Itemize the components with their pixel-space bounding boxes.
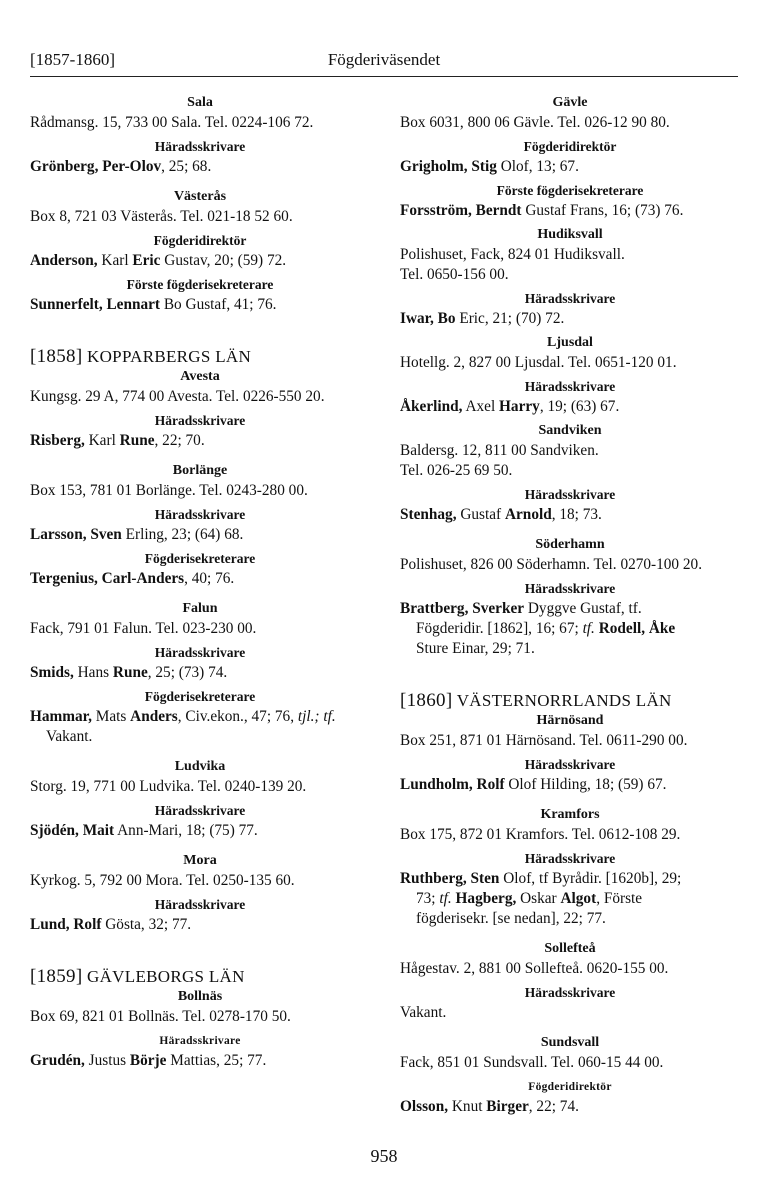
person-entry: [400, 869, 740, 889]
vacant-entry: Vakant.: [400, 1004, 447, 1021]
role-heading: Häradsskrivare: [154, 507, 246, 522]
role-heading: Häradsskrivare: [154, 803, 246, 818]
address: Baldersg. 12, 811 00 Sandviken.: [400, 442, 599, 459]
person-entry-continued: Sture Einar, 29; 71.: [416, 640, 535, 657]
section-solleftea: [400, 939, 740, 1023]
person-entry: [400, 201, 740, 221]
role-heading: Häradsskrivare: [524, 581, 616, 596]
person-details: 73;: [416, 890, 440, 907]
person-entry: [400, 397, 740, 417]
section-falun: [30, 599, 370, 747]
address: Rådmansg. 15, 733 00 Sala. Tel. 0224-106 72.: [30, 114, 314, 131]
person-callname: Arnold: [504, 506, 552, 523]
place-heading: Hudiksvall: [537, 227, 603, 242]
address: Polishuset, Fack, 824 01 Hudiksvall.: [400, 246, 625, 263]
person-note: tf.: [582, 620, 595, 637]
person-callname: Eric: [132, 252, 161, 269]
section-mora: [30, 851, 370, 935]
county-heading-1858: [30, 347, 370, 367]
place-heading: Gävle: [552, 95, 588, 110]
person-name: Brattberg, Sverker: [400, 600, 525, 617]
place-heading: Sala: [187, 95, 213, 110]
county-number: [1860]: [400, 690, 453, 711]
person-given: Knut: [448, 1098, 487, 1115]
person-details: Gustav, 20; (59) 72.: [160, 252, 287, 269]
person-details: Gustaf Frans, 16; (73) 76.: [521, 202, 684, 219]
person-surname: Stenhag,: [400, 506, 457, 523]
role-heading: Häradsskrivare: [524, 757, 616, 772]
person-details: , 25; (73) 74.: [147, 664, 228, 681]
person-given: Gustaf: [456, 506, 505, 523]
header-range: [1857-1860]: [30, 50, 115, 69]
person-name: Lund, Rolf: [30, 916, 102, 933]
place-heading: Västerås: [173, 189, 227, 204]
role-heading: Häradsskrivare: [524, 379, 616, 394]
person-given: Axel: [462, 398, 500, 415]
person-callname: Birger: [486, 1098, 529, 1115]
county-name: VÄSTERNORRLANDS LÄN: [456, 691, 672, 710]
role-heading: Förste fögderisekreterare: [126, 277, 274, 292]
person-callname: Börje: [129, 1052, 167, 1069]
county-number: [1858]: [30, 346, 83, 367]
role-heading: Häradsskrivare: [154, 139, 246, 154]
person-surname: Hagberg,: [455, 890, 517, 907]
place-heading: Borlänge: [172, 463, 228, 478]
person-details: Mattias, 25; 77.: [166, 1052, 267, 1069]
role-heading: Fögderisekreterare: [144, 551, 256, 566]
person-name: Grigholm, Stig: [400, 158, 497, 175]
person-details: , 40; 76.: [184, 570, 235, 587]
section-harnosand: [400, 711, 740, 795]
person-details: Fögderidir. [1862], 16; 67;: [416, 620, 583, 637]
role-heading: Häradsskrivare: [159, 1035, 241, 1047]
person-name: Tergenius, Carl-Anders: [30, 570, 185, 587]
person-details: , 22; 74.: [528, 1098, 579, 1115]
place-heading: Sandviken: [538, 423, 602, 438]
person-entry-continued: [400, 619, 740, 639]
section-sala: [30, 93, 370, 177]
address: Fack, 851 01 Sundsvall. Tel. 060-15 44 00.: [400, 1054, 664, 1071]
person-details: Dyggve Gustaf, tf.: [524, 600, 642, 617]
person-entry-continued: fögderisekr. [se nedan], 22; 77.: [416, 910, 606, 927]
person-name: Ruthberg, Sten: [400, 870, 500, 887]
address: Fack, 791 01 Falun. Tel. 023-230 00.: [30, 620, 257, 637]
person-note: tjl.;: [297, 708, 320, 725]
section-bollnas: [30, 987, 370, 1071]
place-heading: Ludvika: [174, 759, 226, 774]
person-entry: [30, 1051, 370, 1071]
person-details: Olof Hilding, 18; (59) 67.: [504, 776, 667, 793]
person-entry-continued: [400, 889, 740, 909]
person-details: , Förste: [596, 890, 643, 907]
section-soderhamn: [400, 535, 740, 659]
person-details: , Civ.ekon., 47; 76,: [177, 708, 298, 725]
address: Hågestav. 2, 881 00 Sollefteå. 0620-155 00.: [400, 960, 669, 977]
person-entry: [30, 525, 370, 545]
right-column: [400, 93, 740, 1117]
left-column: [30, 93, 370, 1071]
person-given: Justus: [84, 1052, 130, 1069]
person-entry: [30, 707, 370, 747]
header-rule: [30, 76, 738, 77]
role-heading: Fögderidirektör: [528, 1081, 612, 1093]
person-entry: [400, 599, 740, 619]
person-callname: Harry: [499, 398, 540, 415]
place-heading: Härnösand: [536, 713, 604, 728]
role-heading: Häradsskrivare: [154, 897, 246, 912]
place-heading: Söderhamn: [535, 537, 605, 552]
role-heading: Häradsskrivare: [524, 851, 616, 866]
address: Box 153, 781 01 Borlänge. Tel. 0243-280 00.: [30, 482, 308, 499]
person-name: Grönberg, Per-Olov: [30, 158, 162, 175]
person-entry: [400, 775, 740, 795]
person-name: Larsson, Sven: [30, 526, 122, 543]
person-entry: [30, 251, 370, 271]
address: Kyrkog. 5, 792 00 Mora. Tel. 0250-135 60.: [30, 872, 295, 889]
role-heading: Fögderidirektör: [153, 233, 247, 248]
section-ludvika: [30, 757, 370, 841]
place-heading: Sollefteå: [544, 941, 596, 956]
section-avesta: [30, 367, 370, 451]
person-surname: Risberg,: [30, 432, 85, 449]
county-heading-1860: [400, 691, 740, 711]
page-header-title: Fögderiväsendet: [327, 50, 441, 69]
person-given: Oskar: [516, 890, 561, 907]
section-borlange: [30, 461, 370, 589]
county-name: GÄVLEBORGS LÄN: [87, 967, 245, 986]
role-heading: Häradsskrivare: [524, 985, 616, 1000]
person-name: Lundholm, Rolf: [400, 776, 505, 793]
person-details: Ann-Mari, 18; (75) 77.: [114, 822, 258, 839]
person-note: tf.: [323, 708, 336, 725]
person-surname: Olsson,: [400, 1098, 449, 1115]
person-entry: [400, 1097, 740, 1117]
person-entry: [400, 157, 740, 177]
section-ljusdal: [400, 333, 740, 417]
person-callname: Rune: [112, 664, 148, 681]
person-entry: [30, 663, 370, 683]
person-details: , 22; 70.: [154, 432, 205, 449]
address: Box 175, 872 01 Kramfors. Tel. 0612-108 29.: [400, 826, 681, 843]
place-heading: Avesta: [180, 369, 220, 384]
person-name: Iwar, Bo: [400, 310, 456, 327]
person-given: Karl: [84, 432, 120, 449]
section-kramfors: [400, 805, 740, 929]
role-heading: Häradsskrivare: [524, 487, 616, 502]
person-details: , 18; 73.: [551, 506, 602, 523]
place-heading: Sundsvall: [540, 1035, 600, 1050]
person-name: Forsström, Berndt: [400, 202, 522, 219]
place-heading: Bollnäs: [177, 989, 223, 1004]
person-name: Rodell, Åke: [598, 620, 676, 637]
person-details: Olof, 13; 67.: [496, 158, 579, 175]
person-given: Hans: [73, 664, 113, 681]
section-sundsvall: [400, 1033, 740, 1117]
person-details: Bo Gustaf, 41; 76.: [160, 296, 277, 313]
section-vasteras: [30, 187, 370, 315]
person-details: Erling, 23; (64) 68.: [121, 526, 244, 543]
role-heading: Häradsskrivare: [154, 645, 246, 660]
person-details: Eric, 21; (70) 72.: [455, 310, 565, 327]
place-heading: Mora: [183, 853, 217, 868]
role-heading: Fögderisekreterare: [144, 689, 256, 704]
address: Box 8, 721 03 Västerås. Tel. 021-18 52 60.: [30, 208, 293, 225]
person-entry: [30, 569, 370, 589]
person-details: , 19; (63) 67.: [539, 398, 620, 415]
address: Box 251, 871 01 Härnösand. Tel. 0611-290 00.: [400, 732, 688, 749]
role-heading: Förste fögderisekreterare: [496, 183, 644, 198]
county-heading-1859: [30, 967, 370, 987]
person-entry: [30, 295, 370, 315]
person-given: Mats: [91, 708, 131, 725]
person-surname: Grudén,: [30, 1052, 85, 1069]
person-details: , 25; 68.: [161, 158, 212, 175]
person-name: Sunnerfelt, Lennart: [30, 296, 161, 313]
person-entry: [400, 309, 740, 329]
role-heading: Häradsskrivare: [154, 413, 246, 428]
address-phone: Tel. 0650-156 00.: [400, 266, 509, 283]
person-entry: [30, 821, 370, 841]
place-heading: Ljusdal: [547, 335, 593, 350]
place-heading: Kramfors: [540, 807, 600, 822]
person-note: tf.: [439, 890, 452, 907]
person-name: Sjödén, Mait: [30, 822, 115, 839]
county-name: KOPPARBERGS LÄN: [87, 347, 252, 366]
person-details: Vakant.: [46, 728, 93, 745]
person-details: Olof, tf Byrådir. [1620b], 29;: [499, 870, 682, 887]
person-surname: Hammar,: [30, 708, 92, 725]
section-sandviken: [400, 421, 740, 525]
address: Box 6031, 800 06 Gävle. Tel. 026-12 90 80.: [400, 114, 670, 131]
person-given: Karl: [97, 252, 133, 269]
address: Kungsg. 29 A, 774 00 Avesta. Tel. 0226-550 20.: [30, 388, 325, 405]
person-surname: Smids,: [30, 664, 74, 681]
address: Polishuset, 826 00 Söderhamn. Tel. 0270-100 20.: [400, 556, 703, 573]
section-hudiksvall: [400, 225, 740, 329]
page-number: 958: [370, 1146, 398, 1166]
address-phone: Tel. 026-25 69 50.: [400, 462, 513, 479]
place-heading: Falun: [182, 601, 218, 616]
person-surname: Anderson,: [30, 252, 98, 269]
address: Hotellg. 2, 827 00 Ljusdal. Tel. 0651-120 01.: [400, 354, 677, 371]
county-number: [1859]: [30, 966, 83, 987]
person-entry: [30, 915, 370, 935]
person-surname: Åkerlind,: [400, 398, 463, 415]
person-entry: [400, 505, 740, 525]
person-callname: Anders: [130, 708, 178, 725]
person-details: Gösta, 32; 77.: [101, 916, 192, 933]
person-entry: [30, 157, 370, 177]
address: Box 69, 821 01 Bollnäs. Tel. 0278-170 50.: [30, 1008, 291, 1025]
role-heading: Häradsskrivare: [524, 291, 616, 306]
person-callname: Algot: [560, 890, 597, 907]
person-callname: Rune: [119, 432, 155, 449]
role-heading: Fögderidirektör: [523, 139, 617, 154]
section-gavle: [400, 93, 740, 221]
person-entry: [30, 431, 370, 451]
address: Storg. 19, 771 00 Ludvika. Tel. 0240-139 20.: [30, 778, 307, 795]
